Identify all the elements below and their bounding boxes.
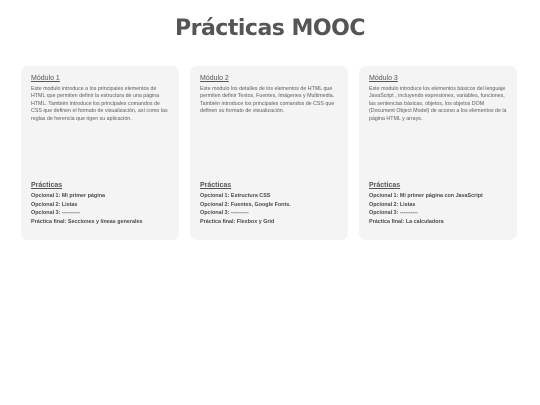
module-title-link[interactable]: Módulo 1 bbox=[31, 75, 60, 82]
module-cards bbox=[21, 66, 517, 240]
page-title: Prácticas MOOC bbox=[174, 16, 365, 41]
practices-section bbox=[369, 182, 514, 226]
module-card-3 bbox=[359, 66, 517, 240]
practice-link-final[interactable]: Práctica final: Flexbox y Grid bbox=[200, 218, 275, 225]
practice-link-final[interactable]: Práctica final: Secciones y líneas generales bbox=[31, 218, 143, 225]
practice-link-optional-1[interactable]: Opcional 1: Mi primer página bbox=[31, 193, 105, 199]
module-card-2 bbox=[190, 66, 348, 240]
practice-link-optional-3[interactable]: Opcional 3: ---------- bbox=[31, 210, 80, 216]
module-description: Este modulo los detalles de los elementos de HTML que permiten definir Textos, Fuentes, Imágenes y Multimedia. También introduce los principales comandos de CSS que definen su formato de visualización. bbox=[200, 86, 335, 115]
module-description: Este modulo introduce los elementos básicos del lenguaje JavaScript , incluyendo expresiones, variables, funciones, las sentencias básicas, objetos, los objetos DOM (Document Object Model) de acceso a los elementos de la página HTML y arrays. bbox=[369, 86, 507, 122]
practices-title-link[interactable]: Prácticas bbox=[31, 182, 63, 189]
practices-section bbox=[200, 182, 345, 226]
practices-section bbox=[31, 182, 176, 226]
practice-link-optional-2[interactable]: Opcional 2: Fuentes, Google Fonts. bbox=[200, 201, 291, 208]
practices-title-link[interactable]: Prácticas bbox=[200, 182, 232, 189]
practice-link-optional-2[interactable]: Opcional 2: Listas bbox=[31, 201, 78, 208]
practice-link-optional-3[interactable]: Opcional 3: ---------- bbox=[200, 210, 249, 216]
practices-title-link[interactable]: Prácticas bbox=[369, 182, 401, 189]
module-description: Este modulo introduce a los principales elementos de HTML que permiten definir la estructura de una página HTML. También introduce los principales comandos de CSS que definen el formato de visualización, así como las reglas de herencia que rigen su aplicación. bbox=[31, 86, 168, 122]
module-title-link[interactable]: Módulo 3 bbox=[369, 75, 398, 82]
module-title-link[interactable]: Módulo 2 bbox=[200, 75, 229, 82]
practice-link-optional-2[interactable]: Opcional 2: Listas bbox=[369, 201, 416, 208]
practice-link-optional-1[interactable]: Opcional 1: Mi primer página con JavaScript bbox=[369, 193, 483, 199]
practice-link-optional-1[interactable]: Opcional 1: Estructura CSS bbox=[200, 193, 271, 199]
module-card-1 bbox=[21, 66, 179, 240]
practice-link-final[interactable]: Práctica final: La calculadora bbox=[369, 218, 444, 225]
practice-link-optional-3[interactable]: Opcional 3: ---------- bbox=[369, 210, 418, 216]
